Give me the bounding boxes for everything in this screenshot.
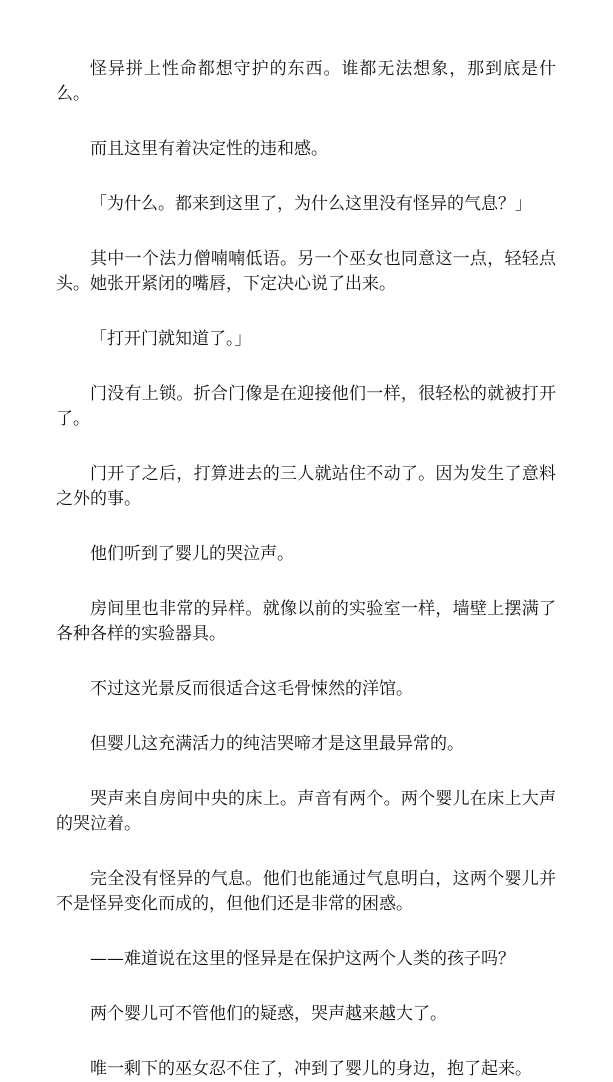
- paragraph: 而且这里有着决定性的违和感。: [90, 139, 328, 159]
- paragraph: 两个婴儿可不管他们的疑惑，哭声越来越大了。: [90, 1004, 447, 1024]
- paragraph-gap: [56, 162, 556, 192]
- paragraph: ——难道说在这里的怪异是在保护这两个人类的孩子吗？: [90, 949, 515, 969]
- paragraph-gap: [56, 107, 556, 137]
- paragraph-gap: [56, 297, 556, 327]
- paragraph: 但婴儿这充满活力的纯洁哭啼才是这里最异常的。: [90, 734, 464, 754]
- paragraph: 怪异拼上性命都想守护的东西。谁都无法想象，那到底是什么。: [56, 59, 556, 104]
- paragraph: 门开了之后，打算进去的三人就站住不动了。因为发生了意料之外的事。: [56, 464, 556, 509]
- paragraph-gap: [56, 432, 556, 462]
- paragraph-gap: [56, 217, 556, 247]
- paragraph: 他们听到了婴儿的哭泣声。: [90, 544, 294, 564]
- paragraph-gap: [56, 972, 556, 1002]
- paragraph: 「打开门就知道了。」: [90, 329, 252, 349]
- paragraph: 门没有上锁。折合门像是在迎接他们一样，很轻松的就被打开了。: [56, 384, 556, 429]
- paragraph-gap: [56, 352, 556, 382]
- paragraph: 不过这光景反而很适合这毛骨悚然的洋馆。: [90, 679, 413, 699]
- paragraph-gap: [56, 837, 556, 867]
- paragraph: 完全没有怪异的气息。他们也能通过气息明白，这两个婴儿并不是怪异变化而成的，但他们还是非常的困惑。: [56, 869, 556, 914]
- paragraph: 其中一个法力僧喃喃低语。另一个巫女也同意这一点，轻轻点头。她张开紧闭的嘴唇，下定决心说了出来。: [56, 249, 556, 294]
- paragraph-gap: [56, 567, 556, 597]
- paragraph-gap: [56, 647, 556, 677]
- paragraph: 哭声来自房间中央的床上。声音有两个。两个婴儿在床上大声的哭泣着。: [56, 789, 556, 834]
- paragraph: 唯一剩下的巫女忍不住了，冲到了婴儿的身边，抱了起来。: [90, 1059, 532, 1079]
- paragraph-gap: [56, 757, 556, 787]
- paragraph: 房间里也非常的异样。就像以前的实验室一样，墙壁上摆满了各种各样的实验器具。: [56, 599, 556, 644]
- paragraph: 「为什么。都来到这里了，为什么这里没有怪异的气息？」: [90, 194, 532, 214]
- document-page: [56, 57, 556, 1082]
- paragraph-gap: [56, 702, 556, 732]
- paragraph-gap: [56, 917, 556, 947]
- paragraph-gap: [56, 1027, 556, 1057]
- paragraph-gap: [56, 512, 556, 542]
